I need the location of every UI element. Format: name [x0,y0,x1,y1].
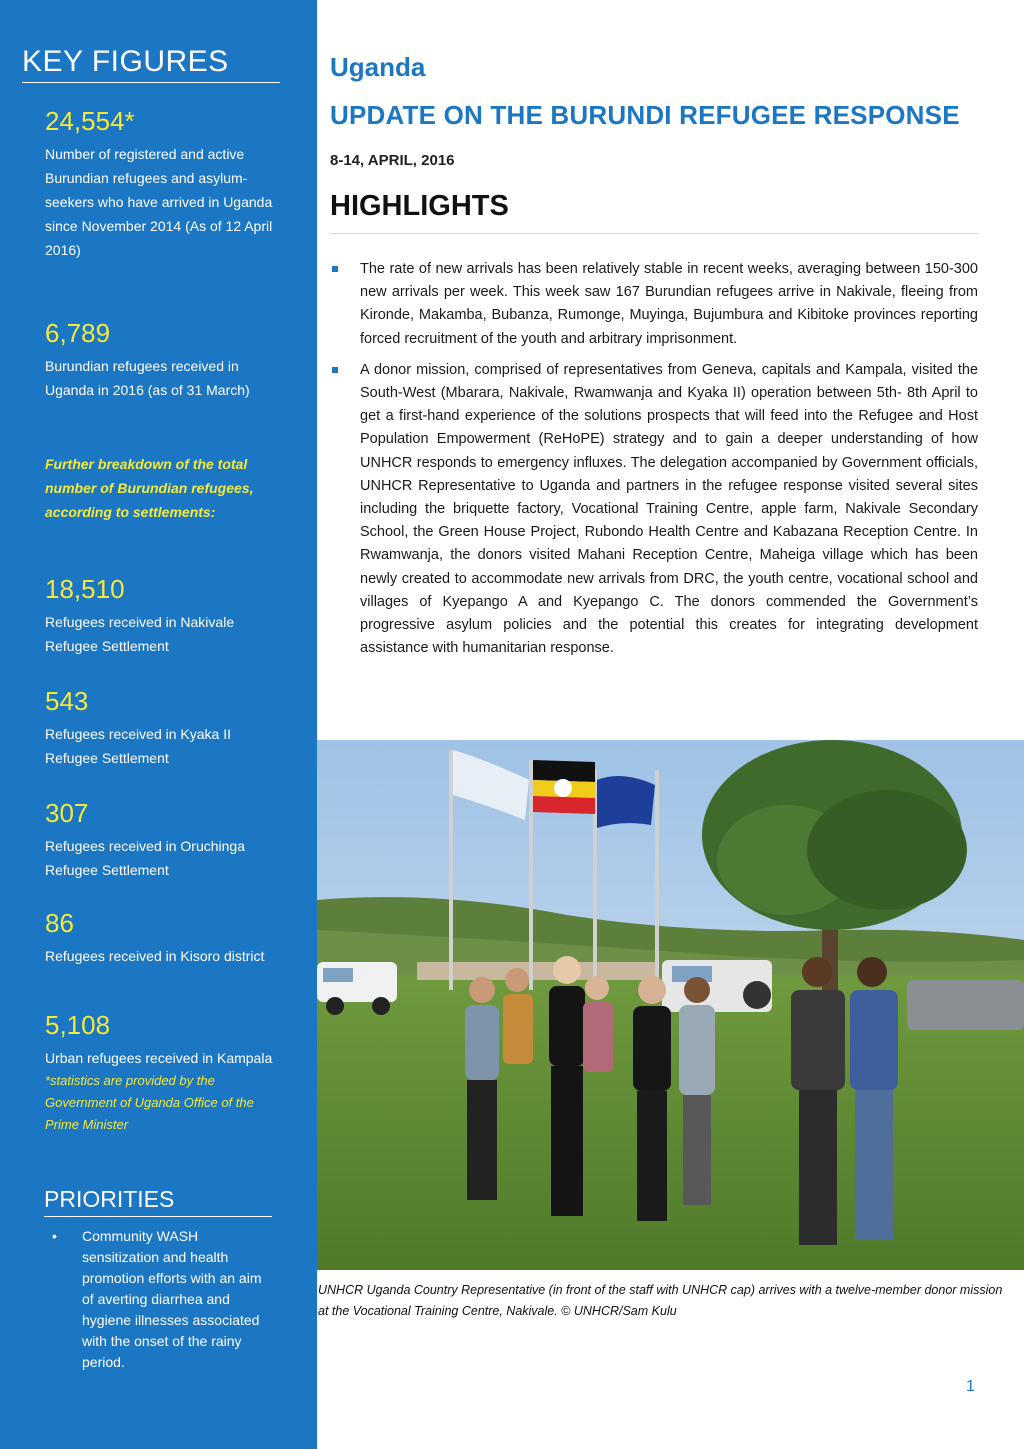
priority-item [44,1226,276,1373]
highlights-list [330,258,978,668]
country-title: Uganda [330,52,426,82]
key-figure-description: Number of registered and active Burundian refugees and asylum-seekers who have arrived in Uganda since November 2014 (As of 12 April 2016) [45,146,273,258]
key-figure-value: 543 [45,686,89,716]
key-figure-description: Refugees received in Oruchinga Refugee Settlement [45,838,246,878]
key-figure-description: Refugees received in Nakivale Refugee Settlement [45,614,235,654]
page-number: 1 [966,1378,975,1395]
key-figure-description: Burundian refugees received in Uganda in 2016 (as of 31 March) [45,358,250,398]
highlights-heading: HIGHLIGHTS [330,190,978,234]
photo-caption: UNHCR Uganda Country Representative (in front of the staff with UNHCR cap) arrives with a twelve-member donor mission at the Vocational Training Centre, Nakivale. © UNHCR/Sam Kulu [318,1283,1003,1318]
page-title: UPDATE ON THE BURUNDI REFUGEE RESPONSE [330,100,960,130]
donor-mission-photo [317,740,1024,1270]
bullet-icon: • [52,1228,57,1244]
key-figure [45,106,280,262]
square-bullet-icon [332,266,338,272]
key-figure [45,318,280,402]
key-figure [45,1010,280,1136]
key-figure-description: Urban refugees received in Kampala [45,1050,273,1066]
report-date: 8-14, APRIL, 2016 [330,152,455,169]
key-figure [45,686,280,770]
key-figure [45,908,280,968]
priority-text: Community WASH sensitization and health promotion efforts with an aim of averting diarrhea and hygiene illnesses associated with the onset of the rainy period. [82,1228,262,1370]
priorities-list [44,1226,276,1373]
key-figure-value: 5,108 [45,1010,111,1040]
key-figure [45,798,280,882]
key-figure-value: 24,554* [45,106,135,136]
key-figure-value: 18,510 [45,574,125,604]
highlight-text: A donor mission, comprised of representatives from Geneva, capitals and Kampala, visited the South-West (Mbarara, Nakivale, Rwamwanja and Kyaka II) operation between 5th- 8th April to get a first-hand experience of the solutions prospects that will feed into the Refugee and Host Population Empowerment (ReHoPE) strategy and to gain a deeper understanding of how UNHCR responds to emergency influxes. The delegation accompanied by Government officials, UNHCR Representative to Uganda and partners in the refugee response visited several sites including the briquette factory, Vocational Training Centre, apple farm, Nakivale Secondary School, the Green House Project, Rubondo Health Centre and Kabazana Reception Centre. In Rwamwanja, the donors visited Mahani Reception Centre, Maheiga village which has been newly created to accommodate new arrivals from DRC, the youth centre, vocational school and villages of Kyepango A and Kyepango C. The donors commended the Government’s progressive asylum policies and the potential this creates for integrating development assistance with humanitarian response. [360,361,978,657]
key-figure-value: 6,789 [45,318,111,348]
breakdown-note: Further breakdown of the total number of Burundian refugees, according to settlements: [45,456,254,520]
highlight-item [330,258,978,351]
highlight-item [330,359,978,661]
highlight-text: The rate of new arrivals has been relatively stable in recent weeks, averaging between 150-300 new arrivals per week. This week saw 167 Burundian refugees arrive in Nakivale, fleeing from Kironde, Makamba, Bubanza, Rumonge, Muyinga, Bujumbura and Kibitoke provinces reporting forced recruitment of the youth and arbitrary imprisonment. [360,261,978,347]
square-bullet-icon [332,367,338,373]
key-figures-sidebar [0,0,317,1449]
priorities-title: PRIORITIES [44,1184,272,1217]
breakdown-note-block [45,452,280,524]
key-figure-value: 86 [45,908,74,938]
key-figure [45,574,280,658]
key-figure-description: Refugees received in Kisoro district [45,948,265,964]
key-figure-description: Refugees received in Kyaka II Refugee Settlement [45,726,231,766]
key-figure-value: 307 [45,798,89,828]
statistics-source-note: *statistics are provided by the Government of Uganda Office of the Prime Minister [45,1073,254,1132]
key-figures-title: KEY FIGURES [22,44,280,83]
